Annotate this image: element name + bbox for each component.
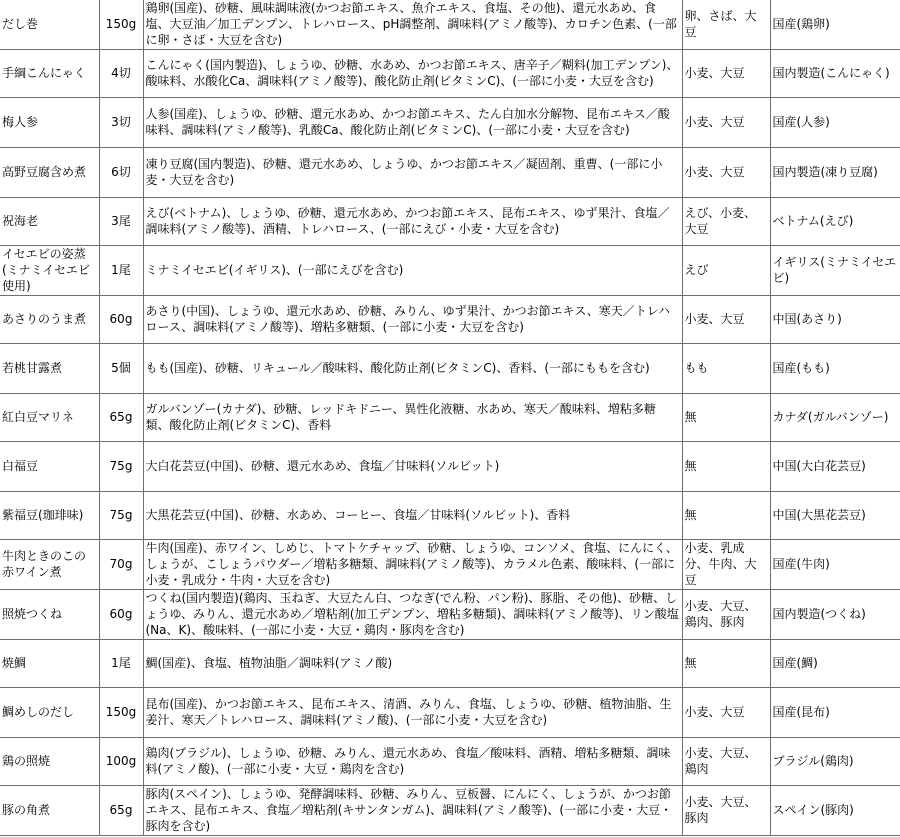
ingredients: 昆布(国産)、かつお節エキス、昆布エキス、清酒、みりん、食塩、しょうゆ、砂糖、植物油脂、生姜汁、寒天／トレハロース、調味料(アミノ酸)、(一部に小麦・大豆を含む) bbox=[143, 687, 682, 737]
allergens: 小麦、大豆、豚肉 bbox=[682, 785, 770, 835]
ingredients: えび(ベトナム)、しょうゆ、砂糖、還元水あめ、かつお節エキス、昆布エキス、ゆず果汁、食塩／調味料(アミノ酸等)、酒精、トレハロース、(一部にえび・小麦・大豆を含む) bbox=[143, 197, 682, 245]
product-name: 梅人参 bbox=[0, 97, 99, 147]
origin: 中国(あさり) bbox=[770, 295, 900, 343]
quantity: 60g bbox=[99, 295, 143, 343]
origin: 国産(鶏卵) bbox=[770, 0, 900, 49]
ingredients: あさり(中国)、しょうゆ、還元水あめ、砂糖、みりん、ゆず果汁、かつお節エキス、寒天／トレハロース、調味料(アミノ酸等)、増粘多糖類、(一部に小麦・大豆を含む) bbox=[143, 295, 682, 343]
table-row bbox=[0, 295, 900, 343]
table-row bbox=[0, 147, 900, 197]
ingredients: 凍り豆腐(国内製造)、砂糖、還元水あめ、しょうゆ、かつお節エキス／凝固剤、重曹、(一部に小麦・大豆を含む) bbox=[143, 147, 682, 197]
ingredients: 鶏肉(ブラジル)、しょうゆ、砂糖、みりん、還元水あめ、食塩／酸味料、酒精、増粘多糖類、調味料(アミノ酸)、(一部に小麦・大豆・鶏肉を含む) bbox=[143, 737, 682, 785]
quantity: 5個 bbox=[99, 343, 143, 393]
product-name: 祝海老 bbox=[0, 197, 99, 245]
origin: カナダ(ガルバンゾー) bbox=[770, 393, 900, 441]
quantity: 4切 bbox=[99, 49, 143, 97]
quantity: 6切 bbox=[99, 147, 143, 197]
product-name: 鯛めしのだし bbox=[0, 687, 99, 737]
product-name: 若桃甘露煮 bbox=[0, 343, 99, 393]
allergens: 無 bbox=[682, 393, 770, 441]
origin: 国内製造(つくね) bbox=[770, 589, 900, 639]
product-name: 牛肉ときのこの赤ワイン煮 bbox=[0, 539, 99, 589]
ingredients: ミナミイセエビ(イギリス)、(一部にえびを含む) bbox=[143, 245, 682, 295]
ingredients: 豚肉(スペイン)、しょうゆ、発酵調味料、砂糖、みりん、豆板醤、にんにく、しょうが、かつお節エキス、昆布エキス、食塩／増粘剤(キサンタンガム)、調味料(アミノ酸等)、(一部に小麦・大豆・豚肉を含む) bbox=[143, 785, 682, 835]
origin: スペイン(豚肉) bbox=[770, 785, 900, 835]
origin: 国産(人参) bbox=[770, 97, 900, 147]
origin: 国内製造(凍り豆腐) bbox=[770, 147, 900, 197]
product-name: 豚の角煮 bbox=[0, 785, 99, 835]
quantity: 70g bbox=[99, 539, 143, 589]
quantity: 65g bbox=[99, 393, 143, 441]
origin: 国産(牛肉) bbox=[770, 539, 900, 589]
allergens: 無 bbox=[682, 491, 770, 539]
quantity: 75g bbox=[99, 491, 143, 539]
origin: 国産(昆布) bbox=[770, 687, 900, 737]
table-row bbox=[0, 197, 900, 245]
table-row bbox=[0, 491, 900, 539]
table-row bbox=[0, 687, 900, 737]
ingredients: 大白花芸豆(中国)、砂糖、還元水あめ、食塩／甘味料(ソルビット) bbox=[143, 441, 682, 491]
origin: ベトナム(えび) bbox=[770, 197, 900, 245]
quantity: 1尾 bbox=[99, 639, 143, 687]
product-name: イセエビの姿蒸(ミナミイセエビ使用) bbox=[0, 245, 99, 295]
origin: ブラジル(鶏肉) bbox=[770, 737, 900, 785]
table-row bbox=[0, 49, 900, 97]
allergens: 小麦、大豆 bbox=[682, 49, 770, 97]
table-row bbox=[0, 0, 900, 49]
table-row bbox=[0, 441, 900, 491]
ingredients: 大黒花芸豆(中国)、砂糖、水あめ、コーヒー、食塩／甘味料(ソルビット)、香料 bbox=[143, 491, 682, 539]
origin: イギリス(ミナミイセエビ) bbox=[770, 245, 900, 295]
table-row bbox=[0, 245, 900, 295]
quantity: 60g bbox=[99, 589, 143, 639]
quantity: 3尾 bbox=[99, 197, 143, 245]
product-name: 高野豆腐含め煮 bbox=[0, 147, 99, 197]
product-name: 手綱こんにゃく bbox=[0, 49, 99, 97]
product-name: だし巻 bbox=[0, 0, 99, 49]
product-name: あさりのうま煮 bbox=[0, 295, 99, 343]
product-name: 鶏の照焼 bbox=[0, 737, 99, 785]
table-row bbox=[0, 639, 900, 687]
table-row bbox=[0, 97, 900, 147]
allergens: 小麦、大豆 bbox=[682, 295, 770, 343]
origin: 国内製造(こんにゃく) bbox=[770, 49, 900, 97]
table-row bbox=[0, 737, 900, 785]
quantity: 150g bbox=[99, 0, 143, 49]
table-row bbox=[0, 785, 900, 835]
quantity: 3切 bbox=[99, 97, 143, 147]
allergens: 小麦、大豆 bbox=[682, 147, 770, 197]
table-row bbox=[0, 393, 900, 441]
allergens: 無 bbox=[682, 441, 770, 491]
ingredients: 鯛(国産)、食塩、植物油脂／調味料(アミノ酸) bbox=[143, 639, 682, 687]
product-name: 照焼つくね bbox=[0, 589, 99, 639]
allergens: 小麦、大豆 bbox=[682, 687, 770, 737]
ingredients: 鶏卵(国産)、砂糖、風味調味液(かつお節エキス、魚介エキス、食塩、その他)、還元水あめ、食塩、大豆油／加工デンプン、トレハロース、pH調整剤、調味料(アミノ酸等)、カロチン色素、(一部に卵・さば・大豆を含む) bbox=[143, 0, 682, 49]
allergens: 小麦、大豆 bbox=[682, 97, 770, 147]
ingredients: つくね(国内製造)(鶏肉、玉ねぎ、大豆たん白、つなぎ(でん粉、パン粉)、豚脂、その他)、砂糖、しょうゆ、みりん、還元水あめ／増粘剤(加工デンプン、増粘多糖類)、調味料(アミノ酸等)、リン酸塩(Na、K)、酸味料、(一部に小麦・大豆・鶏肉・豚肉を含む) bbox=[143, 589, 682, 639]
allergens: もも bbox=[682, 343, 770, 393]
quantity: 100g bbox=[99, 737, 143, 785]
product-name: 白福豆 bbox=[0, 441, 99, 491]
ingredients: もも(国産)、砂糖、リキュール／酸味料、酸化防止剤(ビタミンC)、香料、(一部にももを含む) bbox=[143, 343, 682, 393]
table-row bbox=[0, 589, 900, 639]
product-name: 焼鯛 bbox=[0, 639, 99, 687]
allergens: 卵、さば、大豆 bbox=[682, 0, 770, 49]
table-row bbox=[0, 343, 900, 393]
table-row bbox=[0, 539, 900, 589]
quantity: 150g bbox=[99, 687, 143, 737]
ingredients: ガルバンゾー(カナダ)、砂糖、レッドキドニー、異性化液糖、水あめ、寒天／酸味料、増粘多糖類、酸化防止剤(ビタミンC)、香料 bbox=[143, 393, 682, 441]
product-name: 紅白豆マリネ bbox=[0, 393, 99, 441]
allergens: 無 bbox=[682, 639, 770, 687]
quantity: 75g bbox=[99, 441, 143, 491]
allergens: えび、小麦、大豆 bbox=[682, 197, 770, 245]
ingredients: 人参(国産)、しょうゆ、砂糖、還元水あめ、かつお節エキス、たん白加水分解物、昆布エキス／酸味料、調味料(アミノ酸等)、乳酸Ca、酸化防止剤(ビタミンC)、(一部に小麦・大豆を含む) bbox=[143, 97, 682, 147]
allergens: えび bbox=[682, 245, 770, 295]
ingredients: こんにゃく(国内製造)、しょうゆ、砂糖、水あめ、かつお節エキス、唐辛子／糊料(加工デンプン)、酸味料、水酸化Ca、調味料(アミノ酸等)、酸化防止剤(ビタミンC)、(一部に小麦・大豆を含む) bbox=[143, 49, 682, 97]
ingredients: 牛肉(国産)、赤ワイン、しめじ、トマトケチャップ、砂糖、しょうゆ、コンソメ、食塩、にんにく、しょうが、こしょうパウダー／増粘多糖類、調味料(アミノ酸等)、カラメル色素、酸味料、(一部に小麦・乳成分・牛肉・大豆を含む) bbox=[143, 539, 682, 589]
allergens: 小麦、大豆、鶏肉 bbox=[682, 737, 770, 785]
allergens: 小麦、大豆、鶏肉、豚肉 bbox=[682, 589, 770, 639]
product-name: 紫福豆(珈琲味) bbox=[0, 491, 99, 539]
origin: 中国(大黒花芸豆) bbox=[770, 491, 900, 539]
origin: 中国(大白花芸豆) bbox=[770, 441, 900, 491]
quantity: 1尾 bbox=[99, 245, 143, 295]
quantity: 65g bbox=[99, 785, 143, 835]
allergens: 小麦、乳成分、牛肉、大豆 bbox=[682, 539, 770, 589]
origin: 国産(もも) bbox=[770, 343, 900, 393]
origin: 国産(鯛) bbox=[770, 639, 900, 687]
